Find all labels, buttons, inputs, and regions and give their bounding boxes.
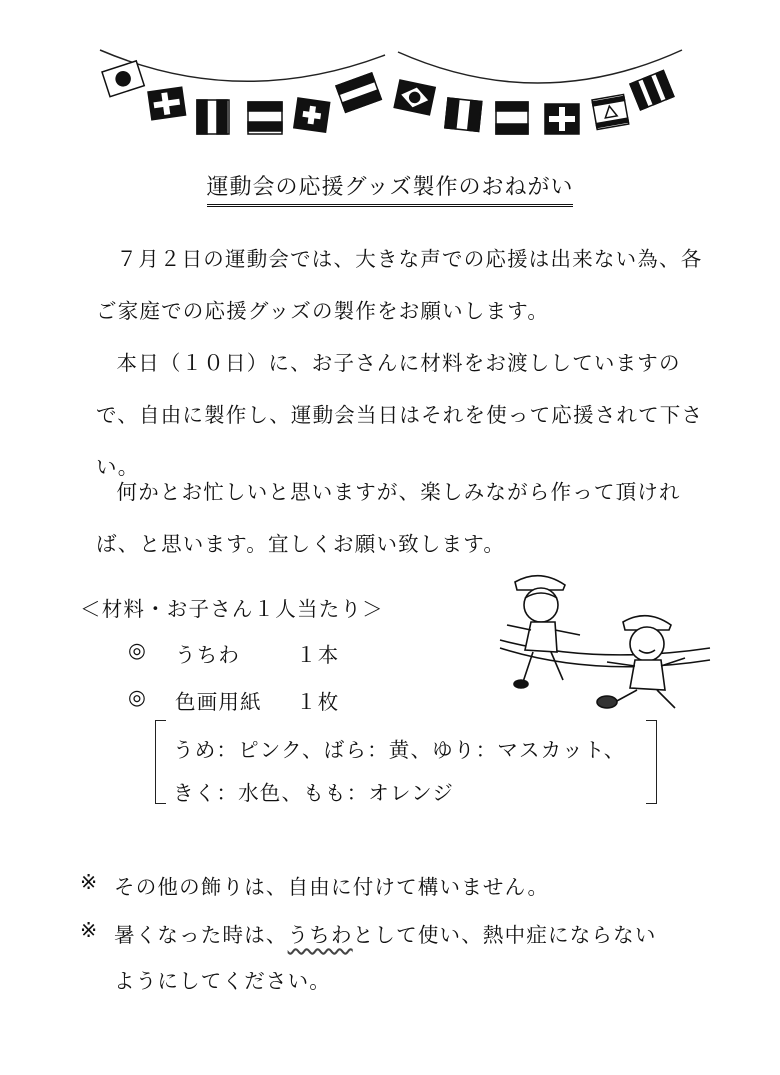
color-list-line-1: うめ：ピンク、ばら：黄、ゆり：マスカット、: [173, 738, 626, 762]
note-mark: ※: [80, 870, 99, 894]
paragraph-2: 本日（１０日）に、お子さんに材料をお渡ししていますので、自由に製作し、運動会当日はそれを使って応援されて下さい。: [96, 351, 704, 479]
paragraph-1: ７月２日の運動会では、大きな声での応援は出来ない為、各ご家庭での応援グッズの製作をお願いします。: [96, 247, 703, 323]
emphasized-word: うちわ: [287, 923, 353, 947]
material-item-name: 色画用紙: [175, 690, 262, 714]
note-text-2: 暑くなった時は、うちわとして使い、熱中症にならない: [114, 923, 657, 947]
flag-bunting-illustration: [0, 0, 780, 150]
material-item-qty: １枚: [296, 690, 340, 714]
material-item-mark: ◎: [128, 638, 148, 662]
note-text-3: ようにしてください。: [114, 969, 331, 993]
material-item-name: うちわ: [175, 643, 241, 667]
note-text-1: その他の飾りは、自由に付けて構いません。: [114, 875, 550, 899]
material-item-mark: ◎: [128, 685, 148, 709]
page-title: 運動会の応援グッズ製作のおねがい: [0, 170, 780, 207]
material-item-qty: １本: [296, 643, 340, 667]
color-list-line-2: きく：水色、もも：オレンジ: [173, 781, 455, 805]
materials-heading: ＜材料・お子さん１人当たり＞: [80, 597, 384, 621]
note-mark: ※: [80, 918, 99, 942]
paragraph-3: 何かとお忙しいと思いますが、楽しみながら作って頂ければ、と思います。宜しくお願い致します。: [96, 480, 681, 556]
children-running-illustration: [495, 570, 725, 720]
